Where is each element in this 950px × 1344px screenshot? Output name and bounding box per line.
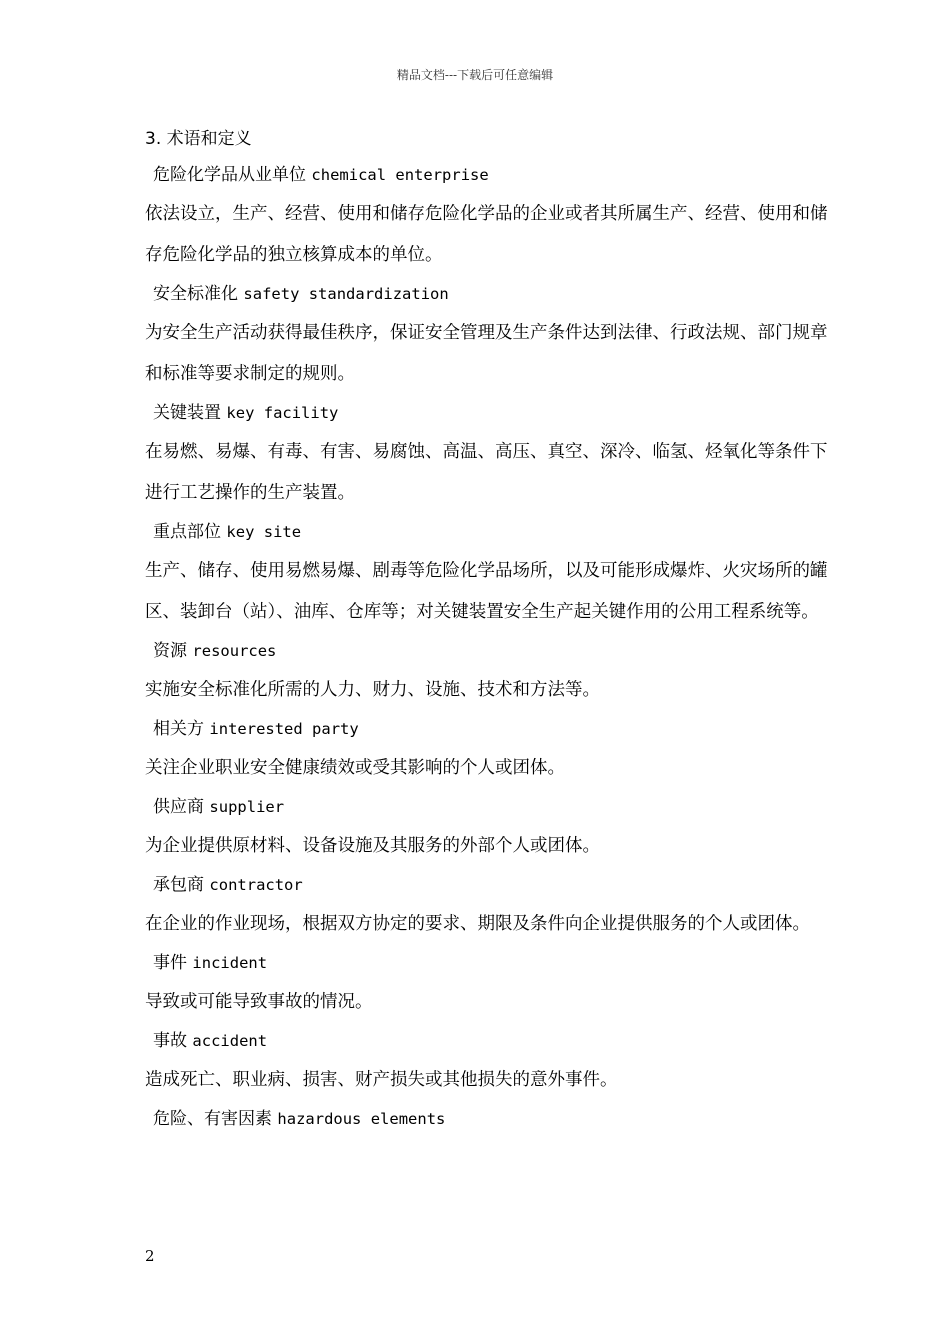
term-definition: 关注企业职业安全健康绩效或受其影响的个人或团体。: [145, 758, 565, 778]
term-definition: 生产、储存、使用易燃易爆、剧毒等危险化学品场所，以及可能形成爆炸、火灾场所的罐区、装卸台（站）、油库、仓库等；对关键装置安全生产起关键作用的公用工程系统等。: [145, 561, 828, 622]
term-definition: 在企业的作业现场，根据双方协定的要求、期限及条件向企业提供服务的个人或团体。: [145, 914, 810, 934]
term-definition: 实施安全标准化所需的人力、财力、设施、技术和方法等。: [145, 680, 600, 700]
term-english: contractor: [209, 876, 303, 894]
term-english: accident: [192, 1032, 268, 1050]
term-entry: [145, 1023, 835, 1060]
term-definition: 为企业提供原材料、设备设施及其服务的外部个人或团体。: [145, 836, 600, 856]
term-chinese: 事故: [153, 1031, 187, 1051]
term-entry: [145, 633, 835, 670]
term-english: incident: [192, 954, 268, 972]
term-chinese: 重点部位: [153, 522, 221, 542]
term-chinese: 相关方: [153, 719, 204, 739]
term-entry: [145, 945, 835, 982]
term-english: supplier: [209, 798, 285, 816]
term-chinese: 资源: [153, 641, 187, 661]
term-entry: [145, 514, 835, 551]
page-header: 精品文档---下载后可任意编辑: [396, 68, 554, 82]
term-entry: [145, 395, 835, 432]
term-definition: 依法设立，生产、经营、使用和储存危险化学品的企业或者其所属生产、经营、使用和储存危险化学品的独立核算成本的单位。: [145, 204, 828, 265]
term-chinese: 安全标准化: [153, 284, 238, 304]
term-english: resources: [192, 642, 277, 660]
term-chinese: 供应商: [153, 797, 204, 817]
term-definition: 为安全生产活动获得最佳秩序，保证安全管理及生产条件达到法律、行政法规、部门规章和标准等要求制定的规则。: [145, 323, 828, 384]
page-number: 2: [145, 1247, 155, 1265]
term-english: hazardous elements: [277, 1110, 446, 1128]
term-entry: [145, 1101, 835, 1138]
term-english: key site: [226, 523, 302, 541]
term-english: chemical enterprise: [311, 166, 489, 184]
term-english: interested party: [209, 720, 359, 738]
term-chinese: 危险、有害因素: [153, 1109, 272, 1129]
term-definition: 造成死亡、职业病、损害、财产损失或其他损失的意外事件。: [145, 1070, 618, 1090]
term-english: key facility: [226, 404, 339, 422]
terms-section: [145, 121, 835, 1138]
term-entry: [145, 276, 835, 313]
term-chinese: 承包商: [153, 875, 204, 895]
term-chinese: 危险化学品从业单位: [153, 165, 306, 185]
term-definition: 导致或可能导致事故的情况。: [145, 992, 373, 1012]
term-entry: [145, 789, 835, 826]
section-heading: 3. 术语和定义: [145, 129, 252, 149]
term-chinese: 关键装置: [153, 403, 221, 423]
term-entry: [145, 157, 835, 194]
term-definition: 在易燃、易爆、有毒、有害、易腐蚀、高温、高压、真空、深冷、临氢、烃氧化等条件下进行工艺操作的生产装置。: [145, 442, 828, 503]
term-entry: [145, 711, 835, 748]
term-entry: [145, 867, 835, 904]
term-list: [145, 157, 835, 1138]
term-chinese: 事件: [153, 953, 187, 973]
term-english: safety standardization: [243, 285, 449, 303]
